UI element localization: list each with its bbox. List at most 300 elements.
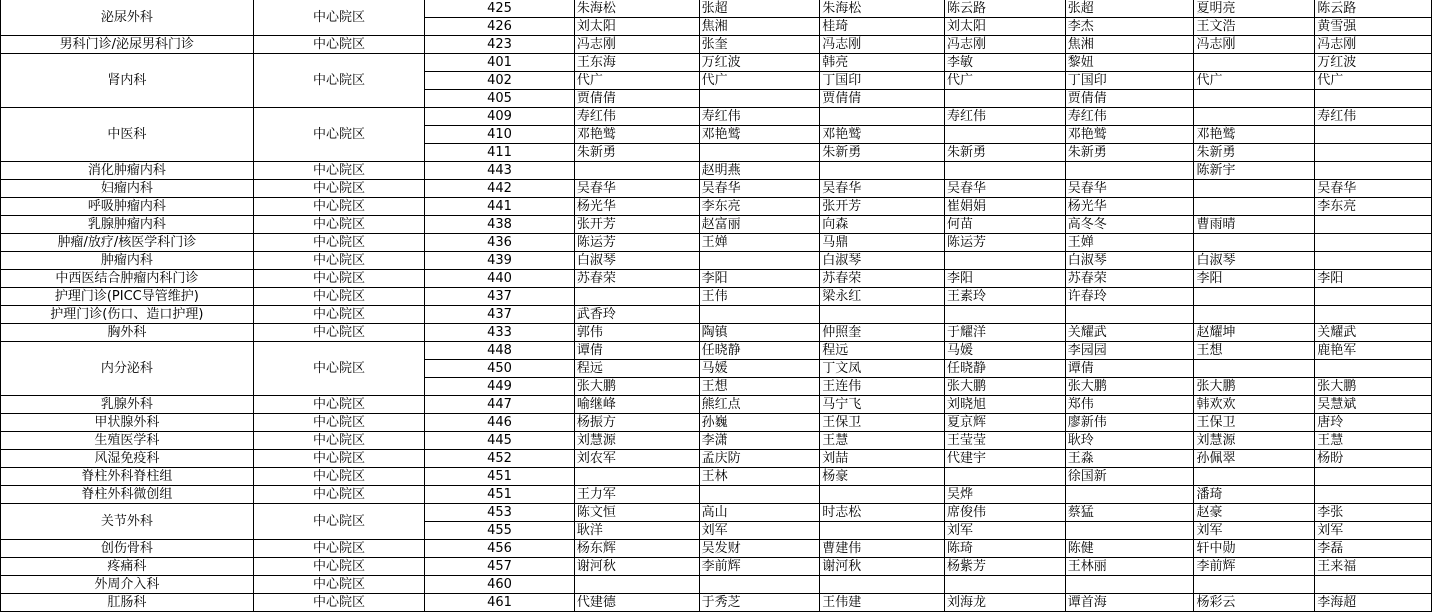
doctor-cell[interactable]: 冯志刚 <box>820 36 945 54</box>
doctor-cell[interactable] <box>945 306 1066 324</box>
department-cell[interactable]: 肾内科 <box>1 54 254 108</box>
room-number-cell[interactable]: 440 <box>425 270 575 288</box>
doctor-cell[interactable]: 朱海松 <box>574 0 699 18</box>
doctor-cell[interactable]: 白淑琴 <box>820 252 945 270</box>
campus-cell[interactable]: 中心院区 <box>253 594 425 612</box>
doctor-cell[interactable]: 徐国新 <box>1065 468 1194 486</box>
doctor-cell[interactable]: 张大鹏 <box>1194 378 1315 396</box>
doctor-cell[interactable]: 许春玲 <box>1065 288 1194 306</box>
doctor-cell[interactable]: 吴春华 <box>820 180 945 198</box>
campus-cell[interactable]: 中心院区 <box>253 324 425 342</box>
doctor-cell[interactable]: 刘军 <box>1194 522 1315 540</box>
doctor-cell[interactable]: 张大鹏 <box>1315 378 1432 396</box>
doctor-cell[interactable] <box>1194 90 1315 108</box>
doctor-cell[interactable]: 冯志刚 <box>574 36 699 54</box>
doctor-cell[interactable]: 王伟 <box>699 288 820 306</box>
doctor-cell[interactable]: 陈云路 <box>945 0 1066 18</box>
department-cell[interactable]: 关节外科 <box>1 504 254 540</box>
doctor-cell[interactable] <box>1194 180 1315 198</box>
doctor-cell[interactable]: 王慧 <box>1315 432 1432 450</box>
doctor-cell[interactable]: 刘军 <box>945 522 1066 540</box>
doctor-cell[interactable] <box>1315 144 1432 162</box>
doctor-cell[interactable]: 陈琦 <box>945 540 1066 558</box>
room-number-cell[interactable]: 452 <box>425 450 575 468</box>
doctor-cell[interactable]: 曹建伟 <box>820 540 945 558</box>
doctor-cell[interactable]: 马媛 <box>945 342 1066 360</box>
department-cell[interactable]: 外周介入科 <box>1 576 254 594</box>
doctor-cell[interactable]: 吴发财 <box>699 540 820 558</box>
doctor-cell[interactable]: 刘农军 <box>574 450 699 468</box>
department-cell[interactable]: 乳腺肿瘤内科 <box>1 216 254 234</box>
room-number-cell[interactable]: 443 <box>425 162 575 180</box>
doctor-cell[interactable]: 时志松 <box>820 504 945 522</box>
doctor-cell[interactable]: 王淼 <box>1065 450 1194 468</box>
doctor-cell[interactable]: 代广 <box>1194 72 1315 90</box>
doctor-cell[interactable]: 代建宇 <box>945 450 1066 468</box>
department-cell[interactable]: 乳腺外科 <box>1 396 254 414</box>
room-number-cell[interactable]: 449 <box>425 378 575 396</box>
doctor-cell[interactable]: 刘太阳 <box>945 18 1066 36</box>
doctor-cell[interactable] <box>699 90 820 108</box>
doctor-cell[interactable]: 张开芳 <box>574 216 699 234</box>
doctor-cell[interactable]: 贾倩倩 <box>1065 90 1194 108</box>
doctor-cell[interactable]: 李阳 <box>699 270 820 288</box>
department-cell[interactable]: 脊柱外科脊柱组 <box>1 468 254 486</box>
room-number-cell[interactable]: 438 <box>425 216 575 234</box>
doctor-cell[interactable]: 杨东辉 <box>574 540 699 558</box>
doctor-cell[interactable]: 夏明亮 <box>1194 0 1315 18</box>
doctor-cell[interactable]: 冯志刚 <box>1315 36 1432 54</box>
room-number-cell[interactable]: 455 <box>425 522 575 540</box>
doctor-cell[interactable]: 邓艳鹫 <box>1194 126 1315 144</box>
doctor-cell[interactable] <box>1315 360 1432 378</box>
doctor-cell[interactable]: 崔娟娟 <box>945 198 1066 216</box>
doctor-cell[interactable]: 吴春华 <box>1065 180 1194 198</box>
doctor-cell[interactable]: 刘海龙 <box>945 594 1066 612</box>
doctor-cell[interactable]: 王伟建 <box>820 594 945 612</box>
doctor-cell[interactable]: 仲照奎 <box>820 324 945 342</box>
doctor-cell[interactable]: 杨振方 <box>574 414 699 432</box>
doctor-cell[interactable]: 任晓静 <box>945 360 1066 378</box>
doctor-cell[interactable]: 白淑琴 <box>1194 252 1315 270</box>
doctor-cell[interactable] <box>820 576 945 594</box>
doctor-cell[interactable] <box>1315 576 1432 594</box>
doctor-cell[interactable] <box>1315 306 1432 324</box>
doctor-cell[interactable] <box>1194 468 1315 486</box>
department-cell[interactable]: 肛肠科 <box>1 594 254 612</box>
doctor-cell[interactable]: 吴春华 <box>1315 180 1432 198</box>
doctor-cell[interactable] <box>945 468 1066 486</box>
department-cell[interactable]: 妇瘤内科 <box>1 180 254 198</box>
room-number-cell[interactable]: 460 <box>425 576 575 594</box>
campus-cell[interactable]: 中心院区 <box>253 504 425 540</box>
doctor-cell[interactable]: 赵富丽 <box>699 216 820 234</box>
doctor-cell[interactable] <box>1194 288 1315 306</box>
doctor-cell[interactable]: 王力军 <box>574 486 699 504</box>
doctor-cell[interactable]: 王保卫 <box>1194 414 1315 432</box>
doctor-cell[interactable] <box>1194 234 1315 252</box>
campus-cell[interactable]: 中心院区 <box>253 450 425 468</box>
doctor-cell[interactable]: 向森 <box>820 216 945 234</box>
doctor-cell[interactable]: 张超 <box>699 0 820 18</box>
doctor-cell[interactable]: 陈云路 <box>1315 0 1432 18</box>
doctor-cell[interactable]: 谢河秋 <box>820 558 945 576</box>
doctor-cell[interactable]: 朱新勇 <box>1194 144 1315 162</box>
department-cell[interactable]: 呼吸肿瘤内科 <box>1 198 254 216</box>
doctor-cell[interactable] <box>1194 54 1315 72</box>
doctor-cell[interactable]: 关耀武 <box>1065 324 1194 342</box>
campus-cell[interactable]: 中心院区 <box>253 36 425 54</box>
doctor-cell[interactable]: 李阳 <box>945 270 1066 288</box>
campus-cell[interactable]: 中心院区 <box>253 486 425 504</box>
doctor-cell[interactable]: 刘慧源 <box>574 432 699 450</box>
doctor-cell[interactable]: 王来福 <box>1315 558 1432 576</box>
doctor-cell[interactable]: 赵耀坤 <box>1194 324 1315 342</box>
doctor-cell[interactable]: 李潇 <box>699 432 820 450</box>
doctor-cell[interactable]: 王想 <box>1194 342 1315 360</box>
doctor-cell[interactable]: 熊红点 <box>699 396 820 414</box>
doctor-cell[interactable]: 朱新勇 <box>945 144 1066 162</box>
doctor-cell[interactable]: 万红波 <box>699 54 820 72</box>
doctor-cell[interactable]: 夏京辉 <box>945 414 1066 432</box>
room-number-cell[interactable]: 451 <box>425 468 575 486</box>
doctor-cell[interactable]: 苏春荣 <box>1065 270 1194 288</box>
doctor-cell[interactable]: 黄雪强 <box>1315 18 1432 36</box>
department-cell[interactable]: 中西医结合肿瘤内科门诊 <box>1 270 254 288</box>
doctor-cell[interactable]: 冯志刚 <box>1194 36 1315 54</box>
doctor-cell[interactable] <box>1315 288 1432 306</box>
doctor-cell[interactable]: 关耀武 <box>1315 324 1432 342</box>
doctor-cell[interactable] <box>1315 126 1432 144</box>
room-number-cell[interactable]: 456 <box>425 540 575 558</box>
doctor-cell[interactable]: 冯志刚 <box>945 36 1066 54</box>
department-cell[interactable]: 生殖医学科 <box>1 432 254 450</box>
doctor-cell[interactable]: 王林 <box>699 468 820 486</box>
doctor-cell[interactable]: 张大鹏 <box>574 378 699 396</box>
doctor-cell[interactable]: 焦湘 <box>699 18 820 36</box>
campus-cell[interactable]: 中心院区 <box>253 270 425 288</box>
doctor-cell[interactable]: 杨豪 <box>820 468 945 486</box>
doctor-cell[interactable]: 李前辉 <box>1194 558 1315 576</box>
room-number-cell[interactable]: 439 <box>425 252 575 270</box>
doctor-cell[interactable]: 张大鹏 <box>945 378 1066 396</box>
doctor-cell[interactable]: 李海超 <box>1315 594 1432 612</box>
doctor-cell[interactable]: 寿红伟 <box>1065 108 1194 126</box>
doctor-cell[interactable]: 谭倩 <box>1065 360 1194 378</box>
doctor-cell[interactable]: 王想 <box>699 378 820 396</box>
campus-cell[interactable]: 中心院区 <box>253 432 425 450</box>
doctor-cell[interactable]: 吴春华 <box>699 180 820 198</box>
doctor-cell[interactable]: 韩欢欢 <box>1194 396 1315 414</box>
campus-cell[interactable]: 中心院区 <box>253 396 425 414</box>
doctor-cell[interactable]: 杨紫芳 <box>945 558 1066 576</box>
doctor-cell[interactable]: 谢河秋 <box>574 558 699 576</box>
doctor-cell[interactable] <box>1315 468 1432 486</box>
doctor-cell[interactable]: 寿红伟 <box>699 108 820 126</box>
campus-cell[interactable]: 中心院区 <box>253 288 425 306</box>
doctor-cell[interactable] <box>699 486 820 504</box>
doctor-cell[interactable] <box>1315 486 1432 504</box>
room-number-cell[interactable]: 433 <box>425 324 575 342</box>
room-number-cell[interactable]: 426 <box>425 18 575 36</box>
campus-cell[interactable]: 中心院区 <box>253 558 425 576</box>
doctor-cell[interactable]: 李阳 <box>1315 270 1432 288</box>
doctor-cell[interactable] <box>1194 576 1315 594</box>
doctor-cell[interactable]: 刘军 <box>1315 522 1432 540</box>
doctor-cell[interactable] <box>574 576 699 594</box>
doctor-cell[interactable]: 刘慧源 <box>1194 432 1315 450</box>
doctor-cell[interactable] <box>820 162 945 180</box>
doctor-cell[interactable]: 耿玲 <box>1065 432 1194 450</box>
doctor-cell[interactable]: 丁国印 <box>820 72 945 90</box>
doctor-cell[interactable]: 陈运芳 <box>945 234 1066 252</box>
doctor-cell[interactable]: 王保卫 <box>820 414 945 432</box>
room-number-cell[interactable]: 410 <box>425 126 575 144</box>
doctor-cell[interactable]: 陈新宇 <box>1194 162 1315 180</box>
doctor-cell[interactable]: 朱新勇 <box>820 144 945 162</box>
doctor-cell[interactable] <box>1315 162 1432 180</box>
doctor-cell[interactable] <box>699 576 820 594</box>
room-number-cell[interactable]: 450 <box>425 360 575 378</box>
doctor-cell[interactable]: 郭伟 <box>574 324 699 342</box>
doctor-cell[interactable]: 李园园 <box>1065 342 1194 360</box>
doctor-cell[interactable] <box>1065 522 1194 540</box>
campus-cell[interactable]: 中心院区 <box>253 540 425 558</box>
campus-cell[interactable]: 中心院区 <box>253 180 425 198</box>
room-number-cell[interactable]: 441 <box>425 198 575 216</box>
doctor-cell[interactable] <box>574 288 699 306</box>
doctor-cell[interactable]: 朱新勇 <box>1065 144 1194 162</box>
doctor-cell[interactable]: 苏春荣 <box>820 270 945 288</box>
doctor-cell[interactable] <box>820 522 945 540</box>
doctor-cell[interactable]: 鹿艳军 <box>1315 342 1432 360</box>
doctor-cell[interactable]: 朱海松 <box>820 0 945 18</box>
doctor-cell[interactable]: 廖新伟 <box>1065 414 1194 432</box>
campus-cell[interactable]: 中心院区 <box>253 342 425 396</box>
doctor-cell[interactable]: 杨盼 <box>1315 450 1432 468</box>
doctor-cell[interactable]: 孙佩翠 <box>1194 450 1315 468</box>
doctor-cell[interactable] <box>945 576 1066 594</box>
doctor-cell[interactable]: 吴春华 <box>945 180 1066 198</box>
doctor-cell[interactable]: 任晓静 <box>699 342 820 360</box>
doctor-cell[interactable]: 王连伟 <box>820 378 945 396</box>
room-number-cell[interactable]: 453 <box>425 504 575 522</box>
doctor-cell[interactable]: 谭倩 <box>574 342 699 360</box>
doctor-cell[interactable]: 潘琦 <box>1194 486 1315 504</box>
doctor-cell[interactable]: 陶镇 <box>699 324 820 342</box>
doctor-cell[interactable]: 寿红伟 <box>574 108 699 126</box>
doctor-cell[interactable]: 吴烨 <box>945 486 1066 504</box>
doctor-cell[interactable]: 王婵 <box>699 234 820 252</box>
department-cell[interactable]: 肿瘤/放疗/核医学科门诊 <box>1 234 254 252</box>
doctor-cell[interactable] <box>820 108 945 126</box>
doctor-cell[interactable]: 苏春荣 <box>574 270 699 288</box>
department-cell[interactable]: 泌尿外科 <box>1 0 254 36</box>
doctor-cell[interactable] <box>820 486 945 504</box>
doctor-cell[interactable]: 谭首海 <box>1065 594 1194 612</box>
room-number-cell[interactable]: 445 <box>425 432 575 450</box>
doctor-cell[interactable]: 唐玲 <box>1315 414 1432 432</box>
doctor-cell[interactable]: 王文浩 <box>1194 18 1315 36</box>
room-number-cell[interactable]: 401 <box>425 54 575 72</box>
department-cell[interactable]: 脊柱外科微创组 <box>1 486 254 504</box>
doctor-cell[interactable]: 陈健 <box>1065 540 1194 558</box>
doctor-cell[interactable]: 张奎 <box>699 36 820 54</box>
doctor-cell[interactable]: 刘喆 <box>820 450 945 468</box>
doctor-cell[interactable] <box>945 126 1066 144</box>
doctor-cell[interactable]: 韩亮 <box>820 54 945 72</box>
doctor-cell[interactable] <box>1194 360 1315 378</box>
doctor-cell[interactable] <box>820 306 945 324</box>
doctor-cell[interactable]: 张超 <box>1065 0 1194 18</box>
doctor-cell[interactable]: 白淑琴 <box>1065 252 1194 270</box>
doctor-cell[interactable]: 丁文凤 <box>820 360 945 378</box>
doctor-cell[interactable]: 马宁飞 <box>820 396 945 414</box>
doctor-cell[interactable]: 孟庆防 <box>699 450 820 468</box>
doctor-cell[interactable] <box>945 252 1066 270</box>
doctor-cell[interactable]: 李东亮 <box>1315 198 1432 216</box>
doctor-cell[interactable]: 梁永红 <box>820 288 945 306</box>
campus-cell[interactable]: 中心院区 <box>253 198 425 216</box>
campus-cell[interactable]: 中心院区 <box>253 162 425 180</box>
department-cell[interactable]: 创伤骨科 <box>1 540 254 558</box>
doctor-cell[interactable]: 杨光华 <box>574 198 699 216</box>
doctor-cell[interactable]: 李前辉 <box>699 558 820 576</box>
doctor-cell[interactable]: 代广 <box>699 72 820 90</box>
campus-cell[interactable]: 中心院区 <box>253 576 425 594</box>
doctor-cell[interactable]: 张开芳 <box>820 198 945 216</box>
doctor-cell[interactable]: 白淑琴 <box>574 252 699 270</box>
department-cell[interactable]: 内分泌科 <box>1 342 254 396</box>
doctor-cell[interactable]: 喻继峰 <box>574 396 699 414</box>
doctor-cell[interactable]: 黎妞 <box>1065 54 1194 72</box>
doctor-cell[interactable]: 代广 <box>574 72 699 90</box>
doctor-cell[interactable]: 赵豪 <box>1194 504 1315 522</box>
campus-cell[interactable]: 中心院区 <box>253 108 425 162</box>
doctor-cell[interactable]: 程远 <box>574 360 699 378</box>
room-number-cell[interactable]: 405 <box>425 90 575 108</box>
doctor-cell[interactable] <box>1315 216 1432 234</box>
campus-cell[interactable]: 中心院区 <box>253 468 425 486</box>
doctor-cell[interactable]: 耿洋 <box>574 522 699 540</box>
doctor-cell[interactable]: 高山 <box>699 504 820 522</box>
doctor-cell[interactable] <box>1065 576 1194 594</box>
doctor-cell[interactable] <box>574 162 699 180</box>
doctor-cell[interactable] <box>1315 234 1432 252</box>
room-number-cell[interactable]: 409 <box>425 108 575 126</box>
department-cell[interactable]: 肿瘤内科 <box>1 252 254 270</box>
doctor-cell[interactable]: 桂琦 <box>820 18 945 36</box>
doctor-cell[interactable]: 李敏 <box>945 54 1066 72</box>
doctor-cell[interactable] <box>574 468 699 486</box>
room-number-cell[interactable]: 436 <box>425 234 575 252</box>
doctor-cell[interactable]: 代广 <box>1315 72 1432 90</box>
doctor-cell[interactable]: 于耀洋 <box>945 324 1066 342</box>
doctor-cell[interactable]: 刘晓旭 <box>945 396 1066 414</box>
doctor-cell[interactable]: 邓艳鹫 <box>820 126 945 144</box>
doctor-cell[interactable] <box>1194 198 1315 216</box>
room-number-cell[interactable]: 457 <box>425 558 575 576</box>
room-number-cell[interactable]: 461 <box>425 594 575 612</box>
doctor-cell[interactable] <box>699 306 820 324</box>
doctor-cell[interactable]: 贾倩倩 <box>574 90 699 108</box>
doctor-cell[interactable]: 席俊伟 <box>945 504 1066 522</box>
doctor-cell[interactable]: 寿红伟 <box>1315 108 1432 126</box>
room-number-cell[interactable]: 402 <box>425 72 575 90</box>
doctor-cell[interactable]: 万红波 <box>1315 54 1432 72</box>
doctor-cell[interactable]: 代广 <box>945 72 1066 90</box>
doctor-cell[interactable]: 赵明燕 <box>699 162 820 180</box>
room-number-cell[interactable]: 451 <box>425 486 575 504</box>
room-number-cell[interactable]: 442 <box>425 180 575 198</box>
room-number-cell[interactable]: 447 <box>425 396 575 414</box>
doctor-cell[interactable]: 王东海 <box>574 54 699 72</box>
department-cell[interactable]: 护理门诊(PICC导管维护) <box>1 288 254 306</box>
department-cell[interactable]: 护理门诊(伤口、造口护理) <box>1 306 254 324</box>
room-number-cell[interactable]: 423 <box>425 36 575 54</box>
room-number-cell[interactable]: 446 <box>425 414 575 432</box>
campus-cell[interactable]: 中心院区 <box>253 306 425 324</box>
doctor-cell[interactable] <box>1194 306 1315 324</box>
room-number-cell[interactable]: 411 <box>425 144 575 162</box>
doctor-cell[interactable]: 孙巍 <box>699 414 820 432</box>
doctor-cell[interactable]: 王莹莹 <box>945 432 1066 450</box>
campus-cell[interactable]: 中心院区 <box>253 414 425 432</box>
doctor-cell[interactable] <box>945 90 1066 108</box>
doctor-cell[interactable]: 邓艳鹫 <box>699 126 820 144</box>
doctor-cell[interactable]: 高冬冬 <box>1065 216 1194 234</box>
department-cell[interactable]: 风湿免疫科 <box>1 450 254 468</box>
doctor-cell[interactable]: 蔡猛 <box>1065 504 1194 522</box>
doctor-cell[interactable]: 吴慧斌 <box>1315 396 1432 414</box>
doctor-cell[interactable] <box>699 144 820 162</box>
doctor-cell[interactable] <box>1065 486 1194 504</box>
doctor-cell[interactable]: 武香玲 <box>574 306 699 324</box>
doctor-cell[interactable]: 李阳 <box>1194 270 1315 288</box>
doctor-cell[interactable]: 贾倩倩 <box>820 90 945 108</box>
doctor-cell[interactable]: 丁国印 <box>1065 72 1194 90</box>
doctor-cell[interactable]: 李东亮 <box>699 198 820 216</box>
doctor-cell[interactable]: 吴春华 <box>574 180 699 198</box>
doctor-cell[interactable] <box>945 162 1066 180</box>
doctor-cell[interactable]: 王林丽 <box>1065 558 1194 576</box>
room-number-cell[interactable]: 448 <box>425 342 575 360</box>
department-cell[interactable]: 男科门诊/泌尿男科门诊 <box>1 36 254 54</box>
campus-cell[interactable]: 中心院区 <box>253 0 425 36</box>
department-cell[interactable]: 胸外科 <box>1 324 254 342</box>
department-cell[interactable]: 甲状腺外科 <box>1 414 254 432</box>
doctor-cell[interactable]: 陈运芳 <box>574 234 699 252</box>
campus-cell[interactable]: 中心院区 <box>253 216 425 234</box>
doctor-cell[interactable]: 寿红伟 <box>945 108 1066 126</box>
doctor-cell[interactable]: 马鼎 <box>820 234 945 252</box>
doctor-cell[interactable]: 王婵 <box>1065 234 1194 252</box>
doctor-cell[interactable]: 王素玲 <box>945 288 1066 306</box>
room-number-cell[interactable]: 425 <box>425 0 575 18</box>
doctor-cell[interactable]: 陈文恒 <box>574 504 699 522</box>
doctor-cell[interactable] <box>1065 306 1194 324</box>
department-cell[interactable]: 中医科 <box>1 108 254 162</box>
doctor-cell[interactable]: 曹雨晴 <box>1194 216 1315 234</box>
doctor-cell[interactable]: 何苗 <box>945 216 1066 234</box>
campus-cell[interactable]: 中心院区 <box>253 234 425 252</box>
doctor-cell[interactable]: 马媛 <box>699 360 820 378</box>
department-cell[interactable]: 消化肿瘤内科 <box>1 162 254 180</box>
doctor-cell[interactable]: 邓艳鹫 <box>574 126 699 144</box>
doctor-cell[interactable]: 程远 <box>820 342 945 360</box>
doctor-cell[interactable]: 李杰 <box>1065 18 1194 36</box>
room-number-cell[interactable]: 437 <box>425 288 575 306</box>
